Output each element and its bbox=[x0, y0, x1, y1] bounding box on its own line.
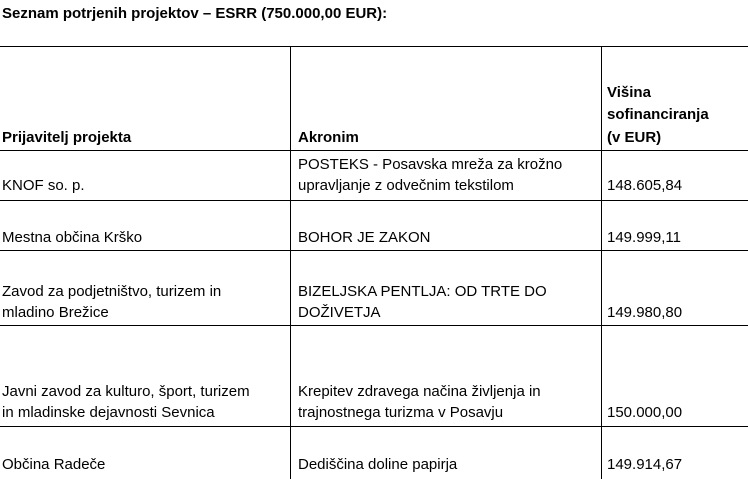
table-row-acronym: Dediščina doline papirja bbox=[298, 456, 458, 473]
acronym-line: POSTEKS - Posavska mreža za krožno bbox=[298, 156, 563, 173]
acronym-line: upravljanje z odvečnim tekstilom bbox=[298, 177, 514, 194]
table-row-applicant bbox=[2, 281, 286, 323]
acronym-line: DOŽIVETJA bbox=[298, 304, 381, 321]
acronym-line: Krepitev zdravega načina življenja in bbox=[298, 383, 541, 400]
table-row-applicant: Občina Radeče bbox=[2, 456, 106, 473]
row-divider bbox=[0, 325, 748, 326]
applicant-line: Zavod za podjetništvo, turizem in bbox=[2, 283, 222, 300]
header-amount-line-3: (v EUR) bbox=[607, 129, 662, 146]
row-divider bbox=[0, 200, 748, 201]
acronym-line: trajnostnega turizma v Posavju bbox=[298, 404, 504, 421]
table-row-amount: 149.914,67 bbox=[607, 456, 683, 473]
page-title: Seznam potrjenih projektov – ESRR (750.000,00 EUR): bbox=[2, 5, 388, 22]
applicant-line: mladino Brežice bbox=[2, 304, 109, 321]
column-divider bbox=[290, 46, 291, 479]
row-divider bbox=[0, 150, 748, 151]
table-row-acronym bbox=[298, 281, 594, 323]
header-applicant: Prijavitelj projekta bbox=[2, 129, 132, 146]
column-divider bbox=[601, 46, 602, 479]
table-row-amount: 149.980,80 bbox=[607, 304, 683, 321]
table-row-applicant bbox=[2, 381, 286, 423]
row-divider bbox=[0, 250, 748, 251]
header-amount-line-2: sofinanciranja bbox=[607, 106, 709, 123]
table-row-acronym: BOHOR JE ZAKON bbox=[298, 229, 431, 246]
row-divider bbox=[0, 426, 748, 427]
table-row-amount: 148.605,84 bbox=[607, 177, 683, 194]
table-border-top bbox=[0, 46, 748, 47]
applicant-line: in mladinske dejavnosti Sevnica bbox=[2, 404, 215, 421]
table-row-applicant: Mestna občina Krško bbox=[2, 229, 143, 246]
table-row-amount: 149.999,11 bbox=[607, 229, 681, 246]
header-amount-line-1: Višina bbox=[607, 84, 651, 101]
table-row-amount: 150.000,00 bbox=[607, 404, 683, 421]
table-row-acronym bbox=[298, 154, 594, 196]
acronym-line: BIZELJSKA PENTLJA: OD TRTE DO bbox=[298, 283, 547, 300]
table-row-acronym bbox=[298, 381, 594, 423]
applicant-line: Javni zavod za kulturo, šport, turizem bbox=[2, 383, 250, 400]
table-row-applicant: KNOF so. p. bbox=[2, 177, 85, 194]
header-acronym: Akronim bbox=[298, 129, 359, 146]
